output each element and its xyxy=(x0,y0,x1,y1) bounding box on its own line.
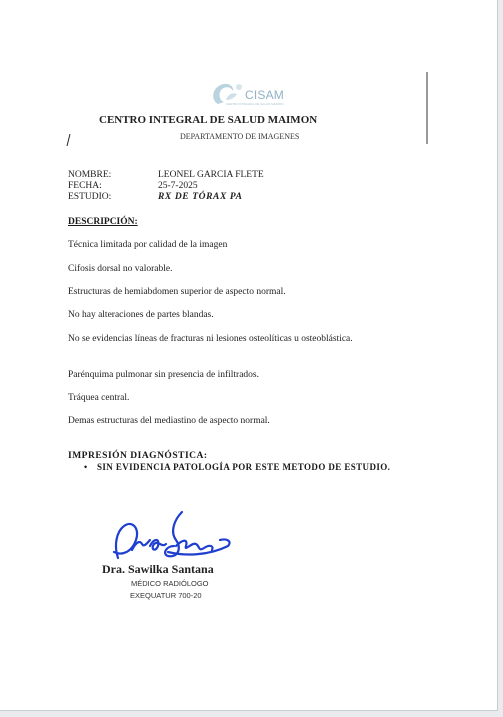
description-line: Estructuras de hemiabdomen superior de aspecto normal. xyxy=(68,287,286,297)
doctor-name: Dra. Sawilka Santana xyxy=(102,562,214,576)
institution-title: CENTRO INTEGRAL DE SALUD MAIMON xyxy=(99,114,318,126)
description-line: Parénquima pulmonar sin presencia de infiltrados. xyxy=(68,370,260,380)
department-title: DEPARTAMENTO DE IMAGENES xyxy=(180,132,300,141)
date-row xyxy=(68,181,198,191)
description-line: Tráquea central. xyxy=(68,393,130,403)
name-label: NOMBRE: xyxy=(68,170,112,180)
doctor-role: MÉDICO RADIÓLOGO xyxy=(131,579,209,588)
logo-text: CISAM xyxy=(245,88,285,102)
date-value: 25-7-2025 xyxy=(158,181,198,191)
impression-heading: IMPRESIÓN DIAGNÓSTICA: xyxy=(68,451,208,461)
doctor-exequatur: EXEQUATUR 700-20 xyxy=(130,591,202,600)
description-line: Técnica limitada por calidad de la imagen xyxy=(68,240,228,250)
description-line: No se evidencias líneas de fracturas ni lesiones osteolíticas u osteoblástica. xyxy=(68,334,353,344)
handwritten-signature xyxy=(104,506,234,566)
impression-item xyxy=(84,462,390,472)
study-label: ESTUDIO: xyxy=(68,192,112,202)
date-label: FECHA: xyxy=(68,181,102,191)
description-line: No hay alteraciones de partes blandas. xyxy=(68,310,214,320)
impression-text: SIN EVIDENCIA PATOLOGÍA POR ESTE METODO DE ESTUDIO. xyxy=(97,462,391,472)
bullet-icon: • xyxy=(84,462,88,472)
description-line: Demas estructuras del mediastino de aspecto normal. xyxy=(68,416,270,426)
margin-line xyxy=(426,72,428,144)
description-heading: DESCRIPCIÓN: xyxy=(68,217,138,227)
study-row xyxy=(68,192,243,202)
logo-subtext: CENTRO INTEGRAL DE SALUD MAIMON xyxy=(226,102,284,106)
text-cursor xyxy=(67,134,71,146)
patient-name-row xyxy=(68,170,264,180)
study-value: RX DE TÓRAX PA xyxy=(158,192,243,202)
name-value: LEONEL GARCIA FLETE xyxy=(158,170,264,180)
description-line: Cifosis dorsal no valorable. xyxy=(68,264,173,274)
